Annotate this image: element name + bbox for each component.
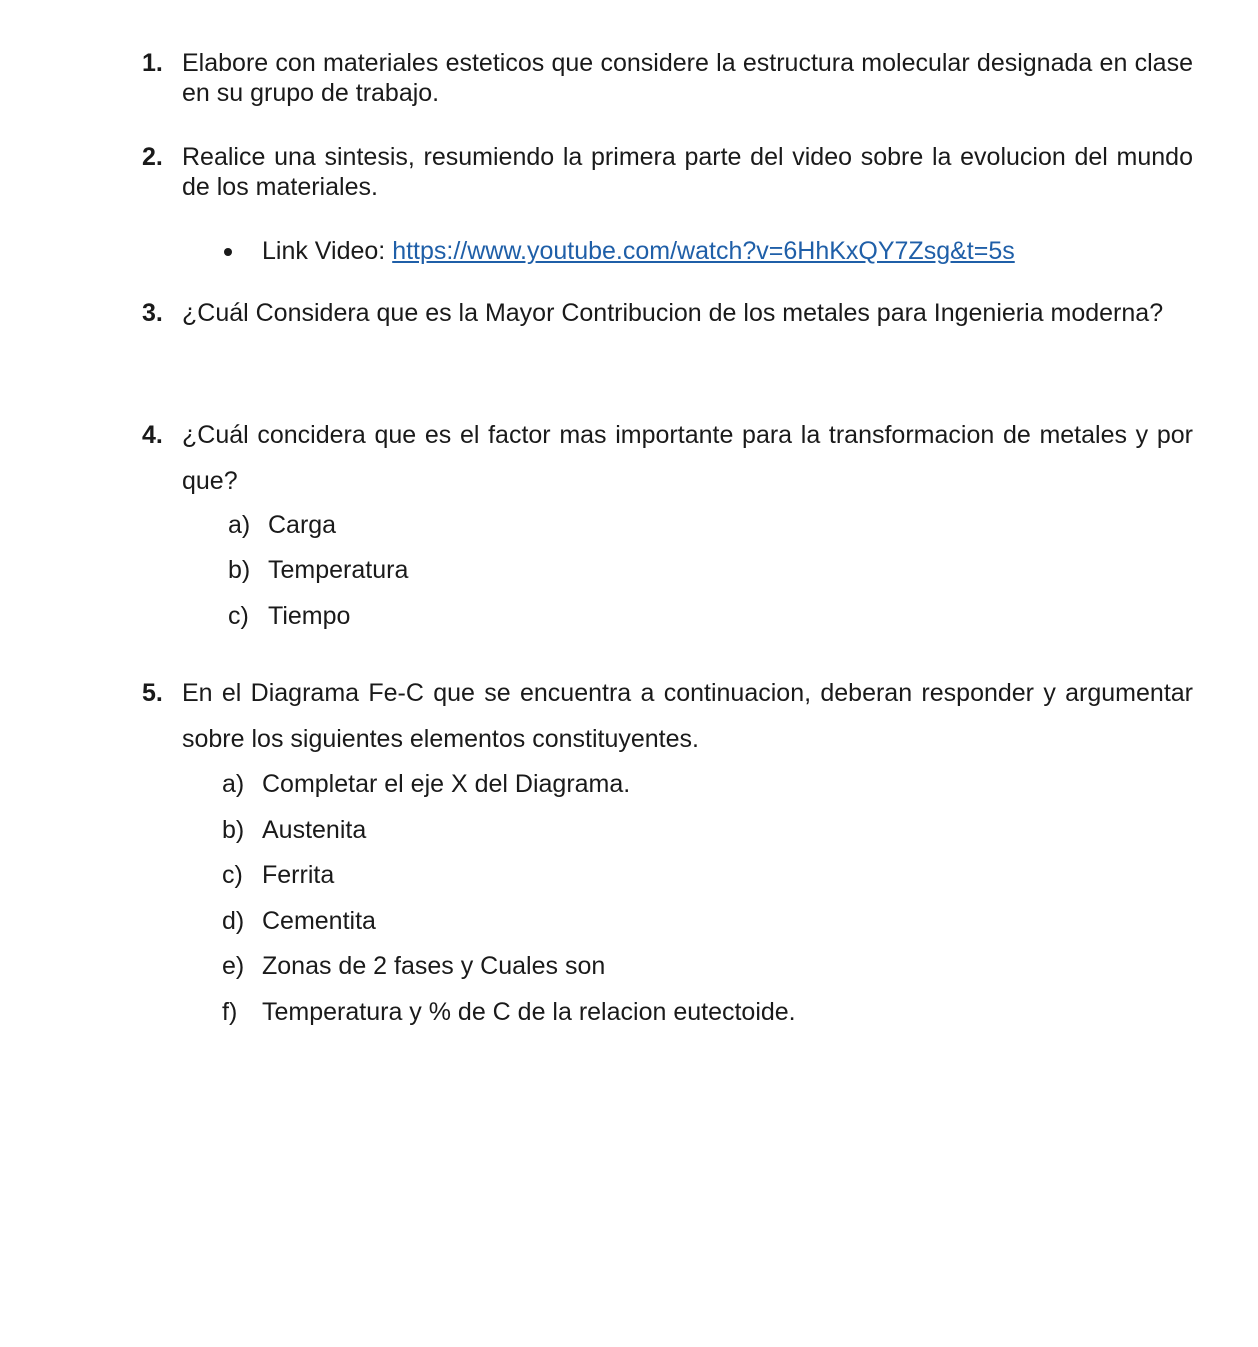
list-item [228, 555, 408, 585]
option-label: d) [222, 907, 245, 935]
list-item [222, 860, 334, 890]
question-text: ¿Cuál Considera que es la Mayor Contribucion de los metales para Ingenieria moderna? [182, 299, 1164, 327]
option-label: a) [222, 770, 245, 798]
list-item [222, 815, 366, 845]
list-item [228, 601, 350, 631]
option-text: Temperatura y % de C de la relacion eutectoide. [262, 998, 796, 1026]
option-text: Tiempo [268, 602, 351, 630]
option-text: Austenita [262, 816, 367, 844]
question-number: 2. [142, 143, 163, 171]
option-label: b) [228, 556, 251, 584]
list-item [222, 906, 376, 936]
question-number: 4. [142, 421, 163, 449]
option-text: Cementita [262, 907, 376, 935]
question-text: Realice una sintesis, resumiendo la primera parte del video sobre la evolucion del mundo de los materiales. [182, 143, 1193, 201]
option-label: c) [222, 861, 243, 889]
list-item [228, 510, 336, 540]
video-link[interactable]: https://www.youtube.com/watch?v=6HhKxQY7Zsg&t=5s [392, 237, 1015, 265]
option-text: Completar el eje X del Diagrama. [262, 770, 631, 798]
option-label: a) [228, 511, 251, 539]
option-text: Temperatura [268, 556, 409, 584]
option-text: Ferrita [262, 861, 335, 889]
question-number: 5. [142, 679, 163, 707]
list-item [222, 997, 796, 1027]
question-number: 1. [142, 49, 163, 77]
list-item [222, 769, 630, 799]
question-text: ¿Cuál concidera que es el factor mas importante para la transformacion de metales y por que? [182, 421, 1193, 495]
option-text: Zonas de 2 fases y Cuales son [262, 952, 606, 980]
video-link-label: Link Video: [262, 237, 393, 265]
option-label: f) [222, 998, 238, 1026]
question-text: Elabore con materiales esteticos que considere la estructura molecular designada en clase en su grupo de trabajo. [182, 49, 1193, 107]
option-text: Carga [268, 511, 337, 539]
option-label: b) [222, 816, 245, 844]
question-number: 3. [142, 299, 163, 327]
question-text: En el Diagrama Fe-C que se encuentra a continuacion, deberan responder y argumentar sobre los siguientes elementos constituyentes. [182, 679, 1193, 753]
list-item [222, 951, 605, 981]
option-label: e) [222, 952, 245, 980]
option-label: c) [228, 602, 249, 630]
bullet-icon [224, 248, 232, 256]
